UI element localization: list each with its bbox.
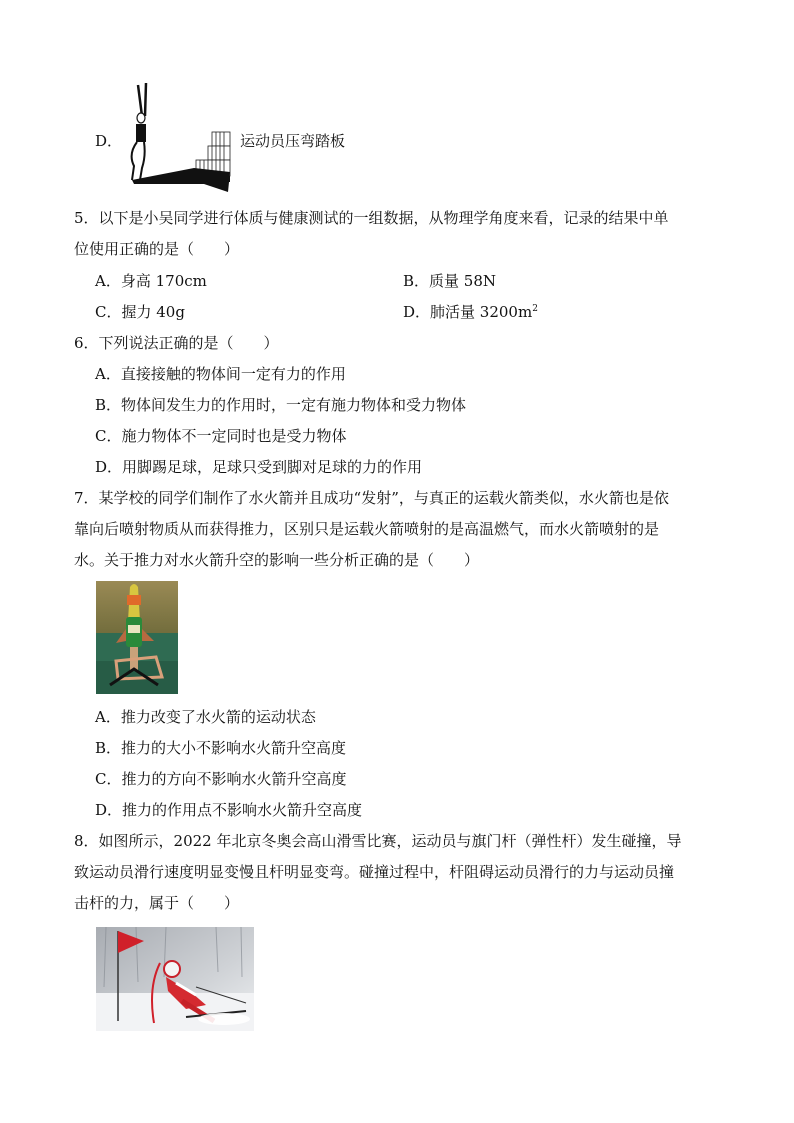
q5-stem-line2: 位使用正确的是（ ） (74, 240, 240, 258)
diving-board-figure (124, 80, 234, 195)
q7-option-c: C．推力的方向不影响水火箭升空高度 (95, 770, 347, 788)
q7-stem-line3: 水。关于推力对水火箭升空的影响一些分析正确的是（ ） (74, 551, 480, 569)
water-rocket-photo (96, 581, 178, 694)
q7-stem-line2: 靠向后喷射物质从而获得推力，区别只是运载火箭喷射的是高温燃气，而水火箭喷射的是 (74, 520, 660, 538)
q7-option-d: D．推力的作用点不影响水火箭升空高度 (95, 801, 363, 819)
q5-option-a: A．身高 170cm (95, 272, 207, 290)
q5-option-d (403, 301, 538, 322)
skier-photo (96, 927, 254, 1031)
q8-stem-line1: 8．如图所示，2022 年北京冬奥会高山滑雪比赛，运动员与旗门杆（弹性杆）发生碰撞，导 (74, 832, 682, 850)
q6-option-a: A．直接接触的物体间一定有力的作用 (95, 365, 346, 383)
q4-option-d-text: 运动员压弯踏板 (240, 132, 346, 150)
q6-option-c: C．施力物体不一定同时也是受力物体 (95, 427, 347, 445)
q5-option-d-text: D．肺活量 3200m (403, 303, 533, 321)
q5-option-c: C．握力 40g (95, 303, 185, 321)
q6-stem: 6．下列说法正确的是（ ） (74, 334, 279, 352)
q5-stem-line1: 5．以下是小吴同学进行体质与健康测试的一组数据，从物理学角度来看，记录的结果中单 (74, 209, 669, 227)
q6-option-d: D．用脚踢足球，足球只受到脚对足球的力的作用 (95, 458, 423, 476)
q7-option-b: B．推力的大小不影响水火箭升空高度 (95, 739, 347, 757)
q5-option-d-exponent: 2 (532, 304, 538, 314)
q7-stem-line1: 7．某学校的同学们制作了水火箭并且成功“发射”，与真正的运载火箭类似，水火箭也是依 (74, 489, 669, 507)
q4-option-d-letter: D． (95, 132, 123, 150)
q5-option-b: B．质量 58N (403, 272, 497, 290)
q7-option-a: A．推力改变了水火箭的运动状态 (95, 708, 316, 726)
q6-option-b: B．物体间发生力的作用时，一定有施力物体和受力物体 (95, 396, 467, 414)
q8-stem-line2: 致运动员滑行速度明显变慢且杆明显变弯。碰撞过程中，杆阻碍运动员滑行的力与运动员撞 (74, 863, 675, 881)
q8-stem-line3: 击杆的力，属于（ ） (74, 894, 240, 912)
